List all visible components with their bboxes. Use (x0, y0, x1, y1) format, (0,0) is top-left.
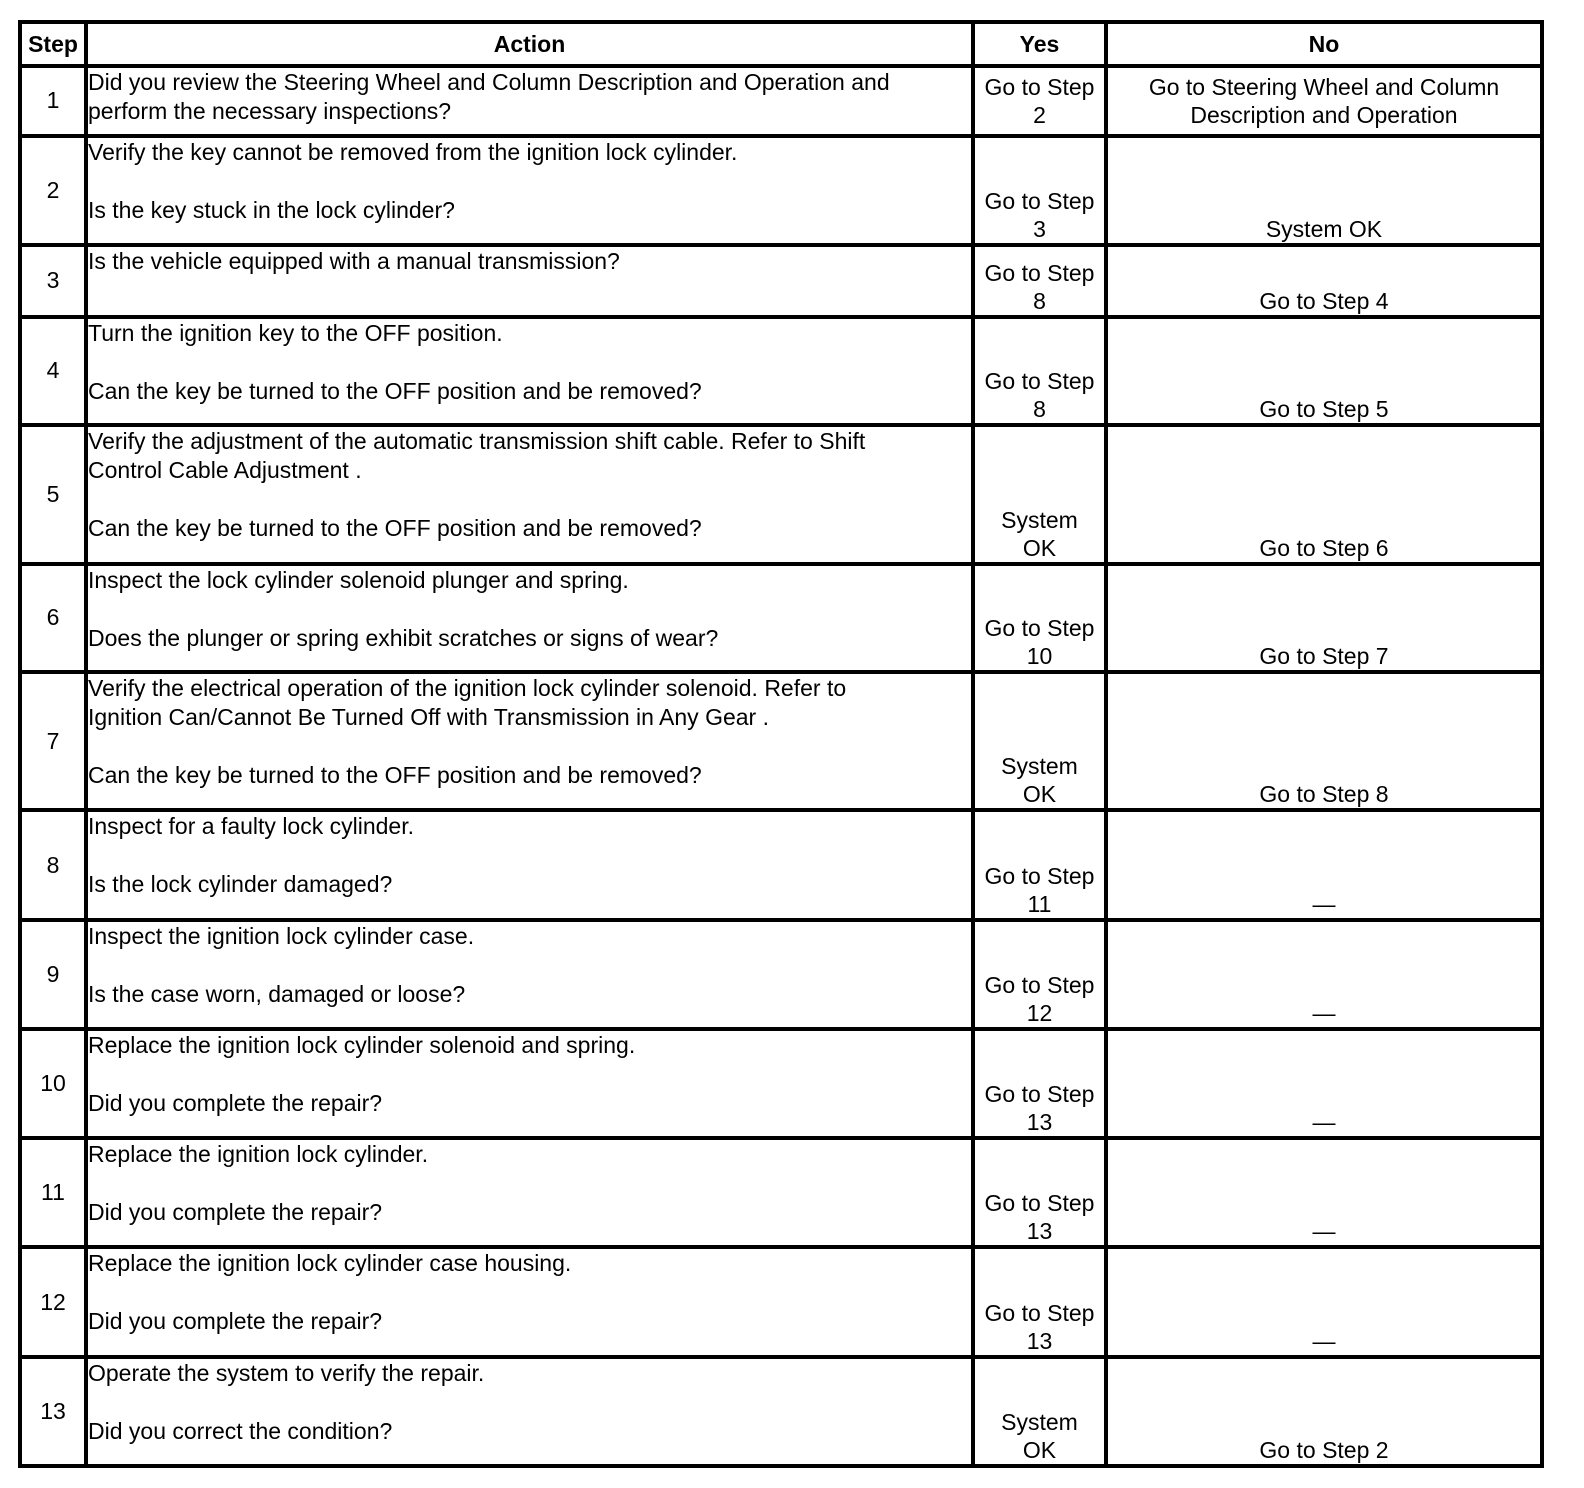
action-instruction: Inspect the ignition lock cylinder case. (88, 922, 475, 949)
yes-result-line1: Go to Step (984, 1081, 1095, 1108)
yes-result-line2: OK (1022, 781, 1057, 808)
action-cell (86, 136, 973, 245)
spacer (88, 1060, 971, 1089)
yes-result-line1: System (1001, 506, 1078, 533)
yes-result-line1: Go to Step (984, 862, 1095, 889)
yes-result-line2: 12 (1026, 999, 1053, 1026)
yes-result (973, 425, 1106, 564)
no-result (1106, 136, 1542, 245)
action-instruction: Verify the key cannot be removed from the ignition lock cylinder. (88, 138, 738, 165)
no-result-line2: Go to Step 6 (1259, 534, 1389, 561)
yes-result-line1: System (1001, 1409, 1078, 1435)
table-row (20, 564, 1542, 672)
spacer (88, 841, 971, 870)
action-instruction: Is the vehicle equipped with a manual transmission? (88, 248, 620, 275)
yes-result (973, 810, 1106, 919)
yes-column-header: Yes (973, 22, 1106, 66)
step-number: 12 (20, 1247, 86, 1356)
no-result (1106, 672, 1542, 811)
no-result (1106, 1247, 1542, 1356)
step-number: 7 (20, 672, 86, 811)
action-cell (86, 245, 973, 317)
action-cell (86, 810, 973, 919)
header-row (20, 22, 1542, 66)
no-result-line2: Go to Step 2 (1259, 1437, 1389, 1463)
yes-result-line2: 10 (1026, 642, 1053, 669)
action-instruction-cont: Control Cable Adjustment . (88, 457, 362, 484)
yes-result-line2: OK (1022, 534, 1057, 561)
step-number: 10 (20, 1029, 86, 1138)
yes-result (973, 245, 1106, 317)
action-cell (86, 672, 973, 811)
spacer (88, 732, 971, 761)
action-instruction: Inspect the lock cylinder solenoid plunger and spring. (88, 566, 629, 593)
table-row (20, 66, 1542, 136)
action-cell (86, 1247, 973, 1356)
yes-result-line1: Go to Step (984, 971, 1095, 998)
spacer (88, 485, 971, 514)
yes-result-line2: 8 (1033, 396, 1046, 423)
yes-result-line2: 11 (1027, 890, 1052, 917)
no-result-line2: Go to Step 7 (1259, 642, 1389, 669)
step-number: 9 (20, 920, 86, 1029)
action-instruction: Turn the ignition key to the OFF position. (88, 319, 503, 346)
no-result (1106, 425, 1542, 564)
no-result (1106, 245, 1542, 317)
step-number: 13 (20, 1357, 86, 1466)
yes-result-line1: Go to Step (984, 1190, 1095, 1217)
action-question: Can the key be turned to the OFF position and be removed? (88, 377, 702, 404)
no-result (1106, 920, 1542, 1029)
no-result-line2: Go to Step 8 (1259, 781, 1389, 808)
action-question: Did you complete the repair? (88, 1089, 383, 1116)
action-instruction: Operate the system to verify the repair. (88, 1359, 485, 1386)
action-cell (86, 1029, 973, 1138)
action-question: Did you complete the repair? (88, 1308, 383, 1335)
table-row (20, 245, 1542, 317)
yes-result (973, 1029, 1106, 1138)
step-number: 3 (20, 245, 86, 317)
no-result-line2: Go to Step 5 (1259, 396, 1389, 423)
action-question: Does the plunger or spring exhibit scratches or signs of wear? (88, 624, 719, 651)
action-question: Can the key be turned to the OFF position and be removed? (88, 761, 702, 788)
no-result (1106, 1357, 1542, 1466)
yes-result-line2: 13 (1026, 1327, 1053, 1354)
table-body (20, 66, 1542, 1466)
no-result-line2: — (1312, 999, 1336, 1026)
action-cell (86, 1357, 973, 1466)
action-question: Is the lock cylinder damaged? (88, 871, 393, 898)
yes-result-line1: System (1001, 753, 1078, 780)
spacer (88, 1388, 971, 1417)
no-result (1106, 66, 1542, 136)
yes-result-line2: 3 (1033, 216, 1046, 243)
yes-result (973, 1138, 1106, 1247)
action-instruction: Verify the electrical operation of the ignition lock cylinder solenoid. Refer to (88, 674, 847, 701)
step-number: 8 (20, 810, 86, 919)
yes-result-line1: Go to Step (984, 259, 1095, 286)
no-result-line2: Description and Operation (1190, 101, 1458, 128)
no-column-header: No (1106, 22, 1542, 66)
no-result-line2: System OK (1265, 216, 1383, 243)
action-instruction: Verify the adjustment of the automatic transmission shift cable. Refer to Shift (88, 428, 866, 455)
table-row (20, 136, 1542, 245)
action-cell (86, 564, 973, 672)
yes-result-line1: Go to Step (984, 188, 1095, 215)
action-instruction: Inspect for a faulty lock cylinder. (88, 813, 414, 840)
yes-result-line2: 13 (1026, 1109, 1053, 1136)
spacer (88, 595, 971, 624)
no-result (1106, 1029, 1542, 1138)
action-instruction-cont: perform the necessary inspections? (88, 98, 452, 124)
step-number: 1 (20, 66, 86, 136)
action-question: Is the key stuck in the lock cylinder? (88, 196, 455, 223)
no-result (1106, 1138, 1542, 1247)
yes-result (973, 672, 1106, 811)
no-result (1106, 810, 1542, 919)
table-row (20, 1357, 1542, 1466)
table-row (20, 672, 1542, 811)
yes-result-line2: 8 (1033, 287, 1046, 314)
action-cell (86, 425, 973, 564)
yes-result (973, 564, 1106, 672)
yes-result (973, 1357, 1106, 1466)
action-cell (86, 66, 973, 136)
spacer (88, 1169, 971, 1198)
spacer (88, 951, 971, 980)
step-number: 11 (20, 1138, 86, 1247)
action-instruction: Did you review the Steering Wheel and Column Description and Operation and (88, 69, 890, 95)
action-instruction: Replace the ignition lock cylinder. (88, 1141, 429, 1168)
spacer (88, 1278, 971, 1307)
table-row (20, 810, 1542, 919)
yes-result-line2: 2 (1033, 101, 1046, 128)
yes-result-line1: Go to Step (984, 73, 1095, 100)
table-row (20, 920, 1542, 1029)
yes-result-line2: OK (1022, 1437, 1057, 1463)
step-number: 6 (20, 564, 86, 672)
yes-result (973, 1247, 1106, 1356)
action-cell (86, 1138, 973, 1247)
yes-result-line1: Go to Step (984, 368, 1095, 395)
yes-result (973, 136, 1106, 245)
yes-result (973, 317, 1106, 425)
action-cell (86, 920, 973, 1029)
action-instruction-cont: Ignition Can/Cannot Be Turned Off with Transmission in Any Gear . (88, 703, 769, 730)
action-question: Did you complete the repair? (88, 1199, 383, 1226)
table-row (20, 317, 1542, 425)
table-row (20, 1029, 1542, 1138)
table-row (20, 425, 1542, 564)
yes-result-line1: Go to Step (984, 1299, 1095, 1326)
no-result-line1: Go to Steering Wheel and Column (1148, 73, 1500, 100)
yes-result (973, 66, 1106, 136)
action-column-header: Action (86, 22, 973, 66)
action-instruction: Replace the ignition lock cylinder solenoid and spring. (88, 1031, 636, 1058)
step-number: 2 (20, 136, 86, 245)
no-result (1106, 317, 1542, 425)
yes-result-line1: Go to Step (984, 614, 1095, 641)
no-result-line2: — (1312, 1327, 1336, 1354)
no-result-line2: — (1312, 1218, 1336, 1245)
yes-result-line2: 13 (1026, 1218, 1053, 1245)
no-result (1106, 564, 1542, 672)
spacer (88, 348, 971, 377)
step-number: 5 (20, 425, 86, 564)
no-result-line2: Go to Step 4 (1259, 287, 1389, 314)
step-column-header: Step (20, 22, 86, 66)
action-question: Is the case worn, damaged or loose? (88, 980, 466, 1007)
no-result-line2: — (1312, 890, 1336, 917)
no-result-line2: — (1312, 1109, 1336, 1136)
action-question: Did you correct the condition? (88, 1417, 393, 1444)
yes-result (973, 920, 1106, 1029)
table-row (20, 1247, 1542, 1356)
action-cell (86, 317, 973, 425)
step-number: 4 (20, 317, 86, 425)
spacer (88, 167, 971, 196)
action-instruction: Replace the ignition lock cylinder case housing. (88, 1250, 572, 1277)
diagnostic-table (18, 20, 1544, 1468)
action-question: Can the key be turned to the OFF position and be removed? (88, 515, 702, 542)
table-row (20, 1138, 1542, 1247)
